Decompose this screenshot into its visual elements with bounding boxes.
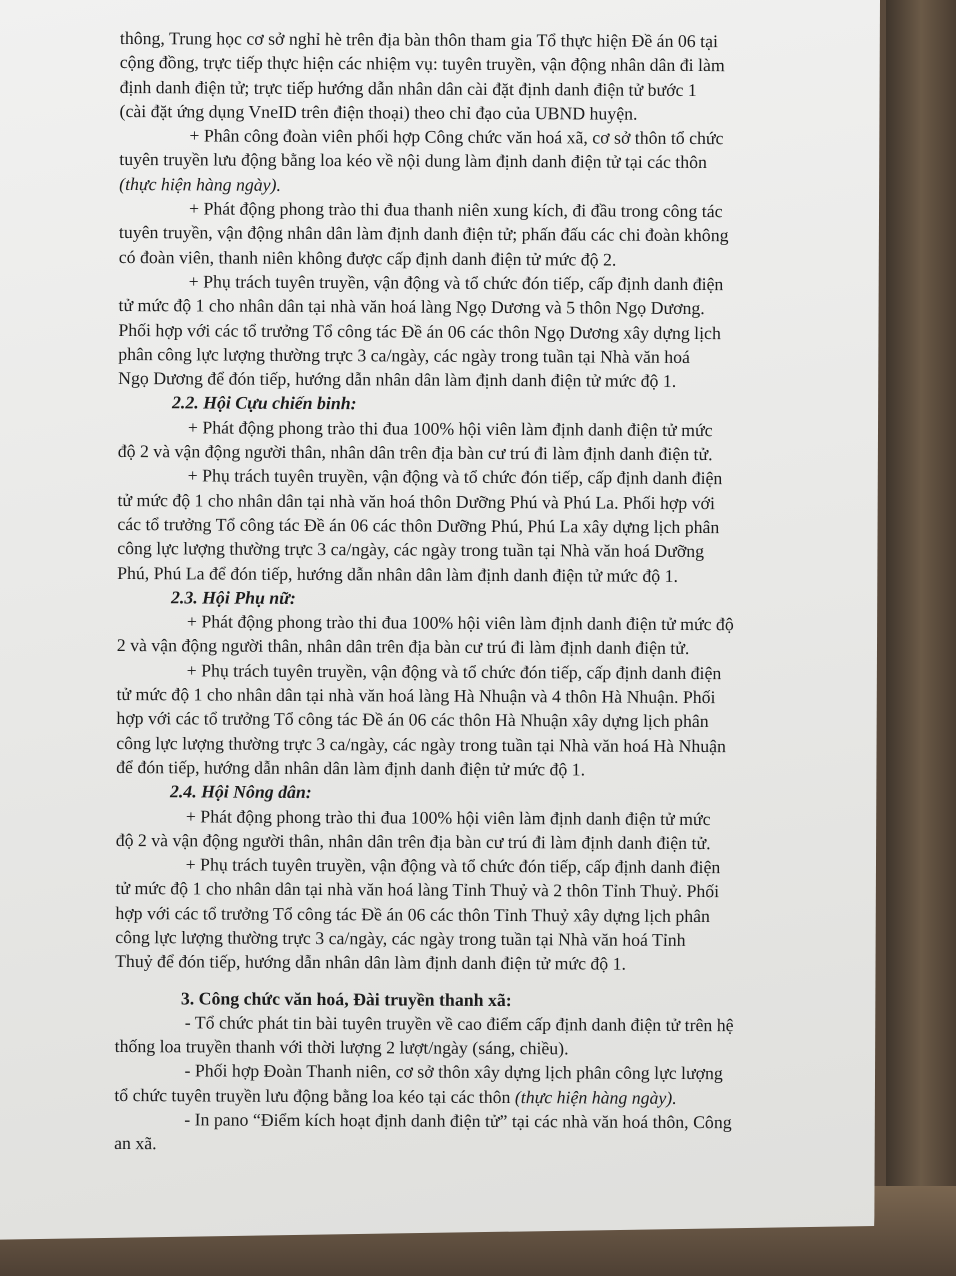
text-line: tuyên truyền lưu động bằng loa kéo về nội dung làm định danh điện tử tại các thôn — [119, 149, 708, 173]
paragraph — [119, 196, 879, 273]
section-heading-2-3: 2.3. Hội Phụ nữ: — [170, 587, 296, 608]
text-line: Thuỷ để đón tiếp, hướng dẫn nhân dân làm định danh điện tử mức độ 1. — [115, 951, 627, 974]
text-line: có đoàn viên, thanh niên không được cấp định danh điện tử mức độ 2. — [118, 246, 617, 270]
text-line: phân công lực lượng thường trực 3 ca/ngày, các ngày trong tuần tại Nhà văn hoá — [118, 343, 691, 367]
paragraph — [118, 269, 879, 394]
text-line: tử mức độ 1 cho nhân dân tại nhà văn hoá làng Tỉnh Thuỷ và 2 thôn Tỉnh Thuỷ. Phối — [115, 878, 720, 902]
paragraph — [117, 609, 877, 662]
document-body — [114, 26, 880, 1160]
section-heading-3: 3. Công chức văn hoá, Đài truyền thanh xã: — [180, 987, 512, 1010]
text-line: hợp với các tổ trưởng Tổ công tác Đề án 06 các thôn Tỉnh Thuỷ xây dựng lịch phân — [115, 902, 711, 926]
text-line: + Phát động phong trào thi đua 100% hội viên làm định danh điện tử mức — [185, 805, 711, 829]
text-line: tử mức độ 1 cho nhân dân tại nhà văn hoá thôn Dưỡng Phú và Phú La. Phối hợp với — [117, 489, 715, 513]
paragraph — [116, 658, 877, 783]
text-line: + Phát động phong trào thi đua 100% hội viên làm định danh điện tử mức — [187, 417, 713, 440]
text-line: + Phụ trách tuyên truyền, vận động và tổ chức đón tiếp, cấp định danh điện — [186, 660, 722, 683]
paragraph — [119, 26, 879, 127]
text-line: - Tổ chức phát tin bài tuyên truyền về cao điểm cấp định danh điện tử trên hệ — [184, 1012, 734, 1036]
paragraph — [116, 803, 876, 856]
text-line: công lực lượng thường trực 3 ca/ngày, các ngày trong tuần tại Nhà văn hoá Dưỡng — [117, 538, 705, 562]
text-line: thống loa truyền thanh với thời lượng 2 lượt/ngày (sáng, chiều). — [114, 1036, 569, 1059]
text-line: thông, Trung học cơ sở nghỉ hè trên địa bàn thôn tham gia Tổ thực hiện Đề án 06 tại — [119, 27, 718, 52]
text-line: Phối hợp với các tổ trưởng Tổ công tác Đề án 06 các thôn Ngọ Dương xây dựng lịch — [118, 319, 721, 343]
paragraph — [114, 1107, 874, 1160]
text-line: (cài đặt ứng dụng VneID trên điện thoại) theo chỉ đạo của UBND huyện. — [119, 100, 638, 124]
text-line: Phú, Phú La để đón tiếp, hướng dẫn nhân dân làm định danh điện tử mức độ 1. — [117, 562, 678, 586]
text-line: tuyên truyền, vận động nhân dân làm định danh điện tử; phấn đấu các chi đoàn không — [118, 222, 729, 246]
section-heading-2-2: 2.2. Hội Cựu chiến binh: — [171, 392, 357, 414]
text-line: công lực lượng thường trực 3 ca/ngày, các ngày trong tuần tại Nhà văn hoá Hà Nhuận — [116, 732, 726, 756]
text-line: + Phụ trách tuyên truyền, vận động và tổ chức đón tiếp, cấp định danh điện — [188, 271, 724, 295]
text-line: - Phối hợp Đoàn Thanh niên, cơ sở thôn xây dựng lịch phân công lực lượng — [184, 1060, 723, 1084]
text-line: tử mức độ 1 cho nhân dân tại nhà văn hoá làng Ngọ Dương và 5 thôn Ngọ Dương. — [118, 295, 705, 319]
text-line: hợp với các tổ trưởng Tổ công tác Đề án 06 các thôn Hà Nhuận xây dựng lịch phân — [116, 708, 709, 732]
paragraph — [117, 463, 878, 588]
text-line: độ 2 và vận động người thân, nhân dân trên địa bàn cư trú đi làm định danh điện tử. — [117, 441, 713, 465]
text-line: + Phụ trách tuyên truyền, vận động và tổ chức đón tiếp, cấp định danh điện — [187, 465, 723, 489]
text-line: tử mức độ 1 cho nhân dân tại nhà văn hoá làng Hà Nhuận và 4 thôn Hà Nhuận. Phối — [116, 684, 716, 708]
text-line: các tổ trưởng Tổ công tác Đề án 06 các thôn Dưỡng Phú, Phú La xây dựng lịch phân — [117, 513, 720, 538]
text-line: công lực lượng thường trực 3 ca/ngày, các ngày trong tuần tại Nhà văn hoá Tỉnh — [115, 926, 686, 950]
paragraph — [115, 1010, 875, 1063]
text-line: Ngọ Dương để đón tiếp, hướng dẫn nhân dân làm định danh điện tử mức độ 1. — [118, 368, 677, 392]
text-line: độ 2 và vận động người thân, nhân dân trên địa bàn cư trú đi làm định danh điện tử. — [115, 829, 711, 853]
text-fragment: tổ chức tuyên truyền lưu động bằng loa kéo tại các thôn — [114, 1084, 515, 1107]
paragraph — [114, 1058, 874, 1111]
text-line: cộng đồng, trực tiếp thực hiện các nhiệm vụ: tuyên truyền, vận động nhân dân đi làm — [119, 52, 725, 76]
paragraph — [115, 852, 876, 977]
text-line: - In pano “Điểm kích hoạt định danh điện tử” tại các nhà văn hoá thôn, Công — [184, 1109, 732, 1133]
text-line: 2 và vận động người thân, nhân dân trên địa bàn cư trú đi làm định danh điện tử. — [116, 635, 690, 659]
text-line-italic: (thực hiện hàng ngày). — [119, 173, 282, 195]
text-line: để đón tiếp, hướng dẫn nhân dân làm định danh điện tử mức độ 1. — [116, 756, 586, 780]
text-line: + Phân công đoàn viên phối hợp Công chức văn hoá xã, cơ sở thôn tổ chức — [189, 125, 724, 149]
text-line: + Phụ trách tuyên truyền, vận động và tổ chức đón tiếp, cấp định danh điện — [185, 854, 721, 878]
section-heading-2-4: 2.4. Hội Nông dân: — [169, 781, 312, 803]
text-fragment-italic: (thực hiện hàng ngày). — [514, 1086, 677, 1108]
background-surface — [886, 0, 956, 1276]
text-line: + Phát động phong trào thi đua thanh niên xung kích, đi đầu trong công tác — [188, 198, 723, 222]
text-line: + Phát động phong trào thi đua 100% hội viên làm định danh điện tử mức độ — [186, 611, 734, 635]
paragraph — [119, 123, 879, 200]
text-line: định danh điện tử; trực tiếp hướng dẫn nhân dân cài đặt định danh điện tử bước 1 — [119, 76, 697, 100]
paragraph — [118, 415, 878, 468]
text-line: an xã. — [114, 1133, 157, 1154]
